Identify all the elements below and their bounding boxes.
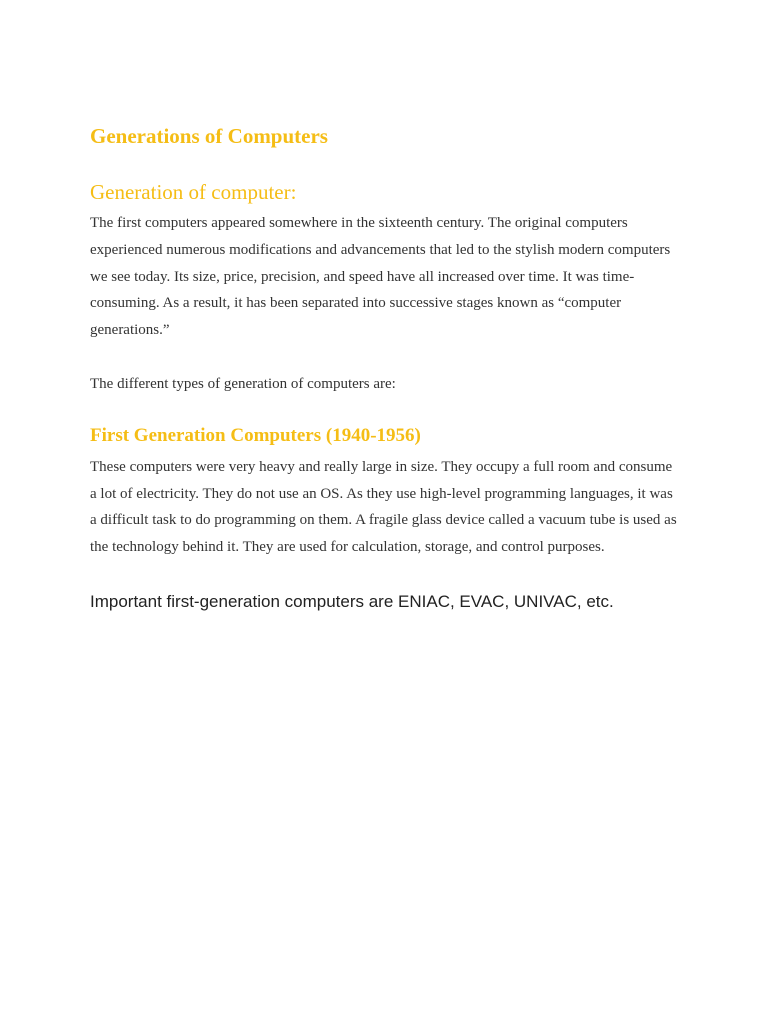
first-generation-heading: First Generation Computers (1940-1956): [90, 424, 421, 446]
first-generation-examples: Important first-generation computers are ENIAC, EVAC, UNIVAC, etc.: [90, 591, 614, 611]
types-intro-text: The different types of generation of computers are:: [90, 375, 396, 392]
document-body: [90, 120, 682, 616]
intro-paragraph: The first computers appeared somewhere in the sixteenth century. The original computers experienced numerous modifications and advancements that led to the stylish modern computers we see today. Its size, price, precision, and speed have all increased over time. It was time-consuming. As a result, it has been separated into successive stages known as “computer generations.”: [90, 215, 671, 339]
first-generation-paragraph: These computers were very heavy and really large in size. They occupy a full room and consume a lot of electricity. They do not use an OS. As they use high-level programming languages, it was a difficult task to do programming on them. A fragile glass device called a vacuum tube is used as the technology behind it. They are used for calculation, storage, and control purposes.: [90, 458, 677, 556]
document-title: Generations of Computers: [90, 124, 328, 148]
section-heading: Generation of computer:: [90, 180, 297, 204]
